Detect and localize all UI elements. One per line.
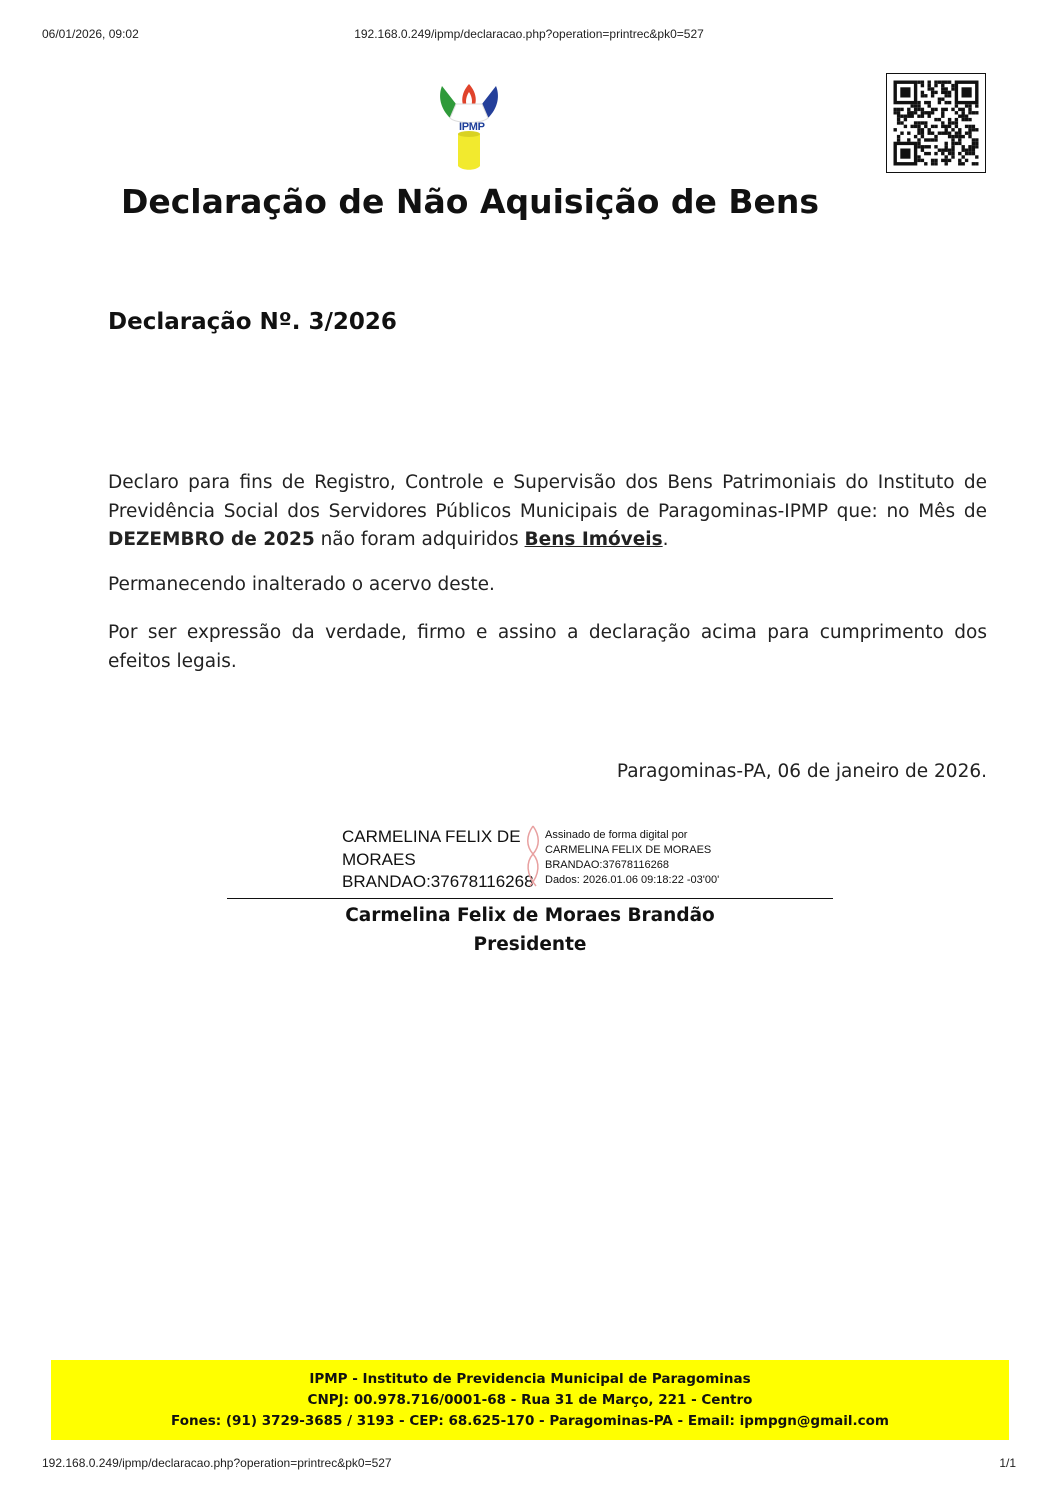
footer-institution: IPMP - Instituto de Previdencia Municipal de Paragominas [309, 1370, 751, 1387]
page-number: 1/1 [999, 1456, 1016, 1470]
place-date: Paragominas-PA, 06 de janeiro de 2026. [616, 761, 987, 782]
signature-line [227, 898, 833, 899]
signer-name: Carmelina Felix de Moraes Brandão [345, 905, 715, 926]
logo-text: IPMP [459, 121, 485, 133]
paragraph-middle: não foram adquiridos [314, 529, 525, 550]
declaration-paragraph [108, 469, 987, 555]
asset-type: Bens Imóveis [524, 529, 663, 550]
signer-role: Presidente [473, 934, 587, 955]
print-footer-url: 192.168.0.249/ipmp/declaracao.php?operation=printrec&pk0=527 [42, 1456, 392, 1470]
digital-signature-info [545, 828, 805, 888]
paragraph-intro: Declaro para fins de Registro, Controle e Supervisão dos Bens Patrimoniais do Instituto de Previdência Social dos Servidores Públicos Municipais de Paragominas-IPMP que: no Mês de [108, 472, 987, 522]
qr-code-icon [886, 73, 986, 173]
footer-address: CNPJ: 00.978.716/0001-68 - Rua 31 de Março, 221 - Centro [307, 1391, 753, 1408]
declaration-number: Declaração Nº. 3/2026 [108, 309, 397, 335]
digital-signature-name [342, 826, 542, 894]
signature-name-line: MORAES [342, 849, 416, 869]
signature-info-line: BRANDAO:37678116268 [545, 859, 669, 871]
signature-name-line: CARMELINA FELIX DE [342, 827, 521, 846]
signature-name-line: BRANDAO:37678116268 [342, 872, 534, 891]
signature-info-line: Assinado de forma digital por [545, 829, 688, 841]
institution-footer [51, 1360, 1009, 1440]
print-datetime: 06/01/2026, 09:02 [42, 27, 139, 41]
signature-ribbon-icon [518, 822, 548, 892]
paragraph-end: . [662, 529, 669, 550]
document-title: Declaração de Não Aquisição de Bens [120, 182, 820, 221]
closing-paragraph: Por ser expressão da verdade, firmo e assino a declaração acima para cumprimento dos efeitos legais. [108, 622, 987, 672]
reference-month: DEZEMBRO de 2025 [108, 529, 315, 550]
print-url: 192.168.0.249/ipmp/declaracao.php?operation=printrec&pk0=527 [354, 27, 704, 41]
signature-info-line: Dados: 2026.01.06 09:18:22 -03'00' [545, 874, 720, 886]
footer-contacts: Fones: (91) 3729-3685 / 3193 - CEP: 68.625-170 - Paragominas-PA - Email: ipmpgn@gmail.com [171, 1412, 889, 1429]
signature-info-line: CARMELINA FELIX DE MORAES [545, 844, 712, 856]
collection-paragraph: Permanecendo inalterado o acervo deste. [108, 574, 495, 595]
